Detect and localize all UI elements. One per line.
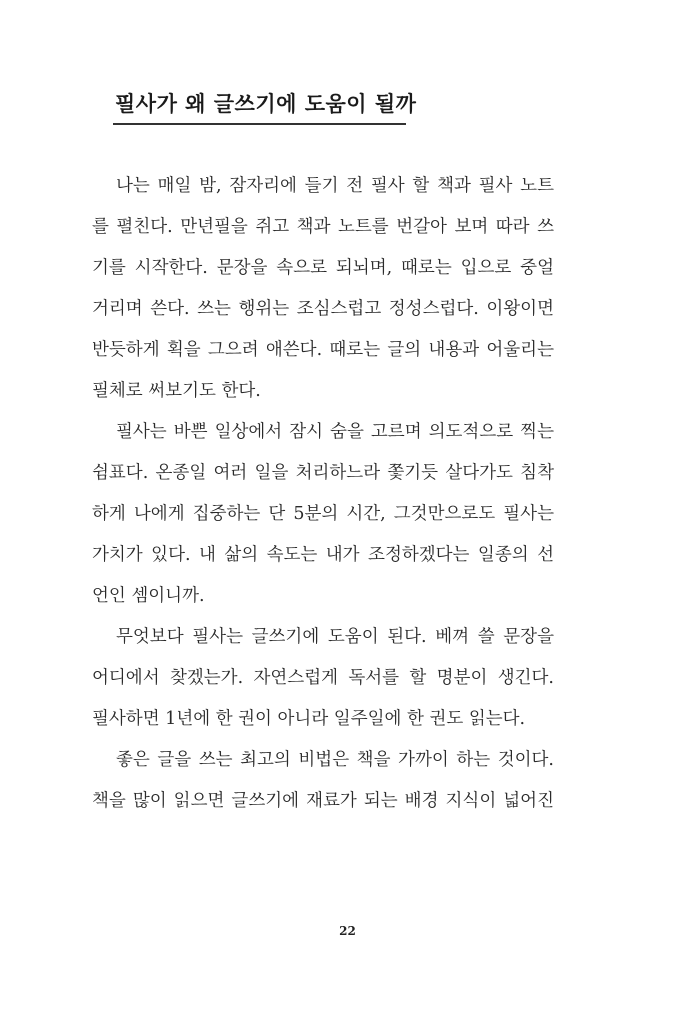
text-line: 를 펼친다. 만년필을 쥐고 책과 노트를 번갈아 보며 따라 쓰 [92, 217, 554, 237]
text-line: 기를 시작한다. 문장을 속으로 되뇌며, 때로는 입으로 중얼 [92, 258, 554, 278]
text-line: 반듯하게 획을 그으려 애쓴다. 때로는 글의 내용과 어울리는 [92, 340, 554, 360]
text-line: 언인 셈이니까. [92, 586, 205, 606]
text-line: 좋은 글을 쓰는 최고의 비법은 책을 가까이 하는 것이다. [116, 750, 554, 770]
body-text [92, 166, 554, 822]
text-line: 하게 나에게 집중하는 단 5분의 시간, 그것만으로도 필사는 [92, 504, 554, 524]
text-line: 거리며 쓴다. 쓰는 행위는 조심스럽고 정성스럽다. 이왕이면 [92, 299, 554, 319]
text-line: 책을 많이 읽으면 글쓰기에 재료가 되는 배경 지식이 넓어진 [92, 791, 554, 811]
text-line: 어디에서 찾겠는가. 자연스럽게 독서를 할 명분이 생긴다. [92, 668, 554, 688]
text-line: 무엇보다 필사는 글쓰기에 도움이 된다. 베껴 쓸 문장을 [116, 627, 554, 647]
page-number: 22 [339, 924, 356, 938]
text-line: 필체로 써보기도 한다. [92, 381, 261, 401]
chapter-title: 필사가 왜 글쓰기에 도움이 될까 [115, 91, 417, 116]
text-line: 필사는 바쁜 일상에서 잠시 숨을 고르며 의도적으로 찍는 [116, 422, 554, 442]
text-line: 가치가 있다. 내 삶의 속도는 내가 조정하겠다는 일종의 선 [92, 545, 554, 565]
text-line: 나는 매일 밤, 잠자리에 들기 전 필사 할 책과 필사 노트 [116, 176, 554, 196]
text-line: 필사하면 1년에 한 권이 아니라 일주일에 한 권도 읽는다. [92, 709, 526, 729]
title-underline [113, 123, 406, 125]
text-line: 쉼표다. 온종일 여러 일을 처리하느라 쫓기듯 살다가도 침착 [92, 463, 554, 483]
